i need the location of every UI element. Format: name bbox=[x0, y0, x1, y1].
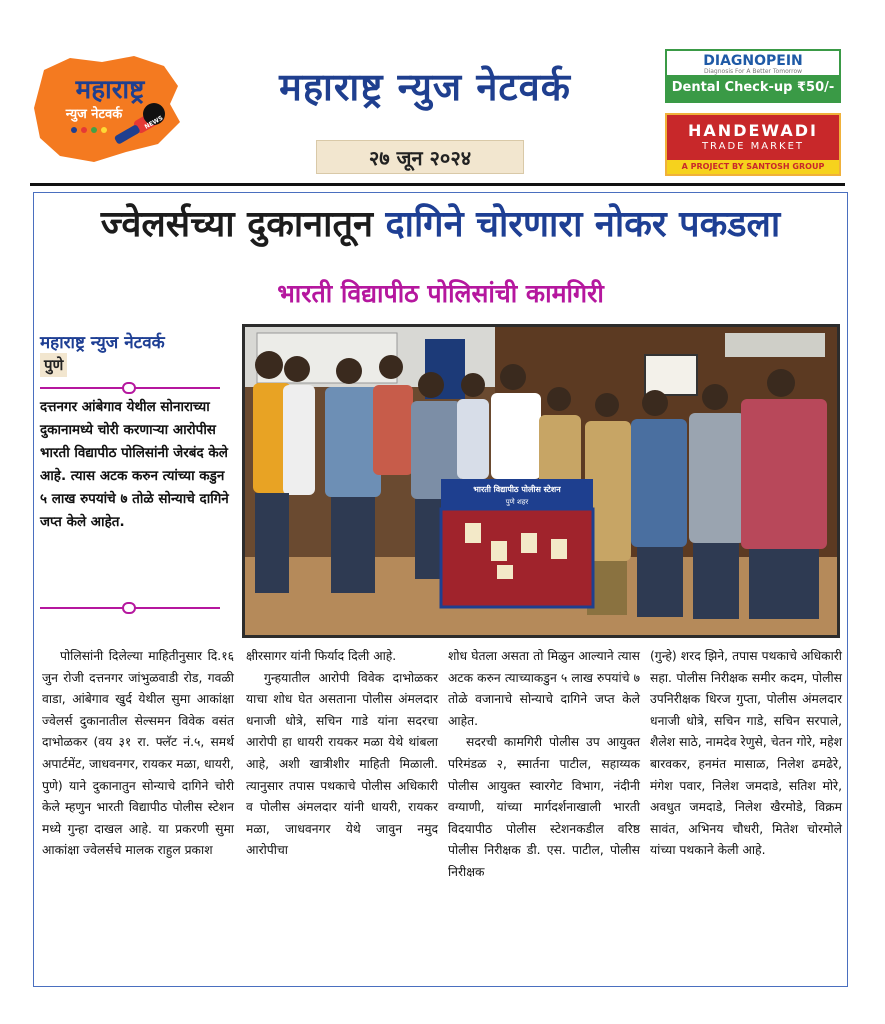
article-dateline: पुणे bbox=[40, 353, 67, 377]
article-photo bbox=[242, 324, 840, 638]
article-headline bbox=[38, 198, 843, 247]
article-byline: महाराष्ट्र न्युज नेटवर्क bbox=[40, 333, 165, 353]
headline-part2: दागिने चोरणारा नोकर पकडला bbox=[385, 204, 781, 245]
logo-dot bbox=[101, 127, 107, 133]
article-column-1 bbox=[42, 646, 234, 862]
masthead-logo bbox=[30, 52, 190, 172]
masthead-title: महाराष्ट्र न्युज नेटवर्क bbox=[279, 65, 571, 109]
article-column-4 bbox=[650, 646, 842, 862]
logo-line2: न्युज नेटवर्क bbox=[65, 107, 123, 122]
article-paragraph: शोध घेतला असता तो मिळुन आल्याने त्यास अटक करुन त्याच्याकडुन ५ लाख रुपयांचे ७ तोळे वजानाचे सोन्याचे दागिने जप्त केले आहेत. bbox=[448, 649, 640, 728]
ad-diagnopein-tagline: Diagnosis For A Better Tomorrow bbox=[703, 68, 803, 75]
ad-handewadi-footer: A PROJECT BY SANTOSH GROUP bbox=[667, 160, 839, 174]
ad-diagnopein-brand bbox=[667, 51, 839, 75]
evidence-display-board bbox=[441, 479, 593, 607]
article-lead: दत्तनगर आंबेगाव येथील सोनाराच्या दुकानामध्ये चोरी करणाऱ्या आरोपीस भारती विद्यापीठ पोलिसांनी जेरबंद केले आहे. त्यास अटक करुन त्यांच्या कडुन ५ लाख रुपयांचे ७ तोळे सोन्याचे दागिने जप्त केले आहेत. bbox=[40, 399, 229, 530]
article-paragraph: (गुन्हे) शरद झिने, तपास पथकाचे अधिकारी सहा. पोलीस निरीक्षक समीर कदम, पोलीस उपनिरीक्षक धिरज गुप्ता, पोलीस अंमलदार धनाजी धोत्रे, सचिन गाडे, सचिन सरपाले, शैलेश साठे, नामदेव रेणुसे, चेतन गोरे, महेश बारवकर, हनमंत मासाळ, निलेश ढमढेरे, मंगेश पवार, निलेश जमदाडे, सतिश मोरे, अवधुत जमदाडे, निलेश खैरमोडे, विक्रम सावंत, अभिनय चौधरी, मितेश चोरमोले यांच्या पथकाने केली आहे. bbox=[650, 649, 842, 858]
article-paragraph: क्षीरसागर यांनी फिर्याद दिली आहे. bbox=[246, 649, 397, 663]
logo-mic-label: NEWS bbox=[143, 114, 165, 131]
article-paragraph: सदरची कामगिरी पोलीस उप आयुक्त परिमंडळ २, स्मार्तना पाटील, सहाय्यक पोलीस आयुक्त स्वारगेट विभाग, नंदीनी वग्याणी, यांच्या मार्गदर्शनाखाली भारती विदयापीठ पोलीस स्टेशनकडील वरिष्ठ पोलीस निरीक्षक डी. एस. पाटील, पोलीस निरीक्षक bbox=[448, 735, 640, 879]
divider-ornament bbox=[40, 381, 220, 395]
ad-handewadi-title: HANDEWADI bbox=[688, 121, 818, 140]
masthead-rule bbox=[30, 183, 845, 186]
divider-ornament bbox=[40, 601, 220, 615]
article-paragraph: पोलिसांनी दिलेल्या माहितीनुसार दि.१६ जुन रोजी दत्तनगर जांभुळवाडी रोड, गवळी वाडा, आंबेगाव खुर्द येथील सुमा आकांक्षा ज्वेलर्स दुकानातील सेल्समन विवेक वसंत दाभोळकर (वय ३१ रा. फ्लॅट नं.५, समर्थ अपार्टमेंट, जाधवनगर, रायकर मळा, धायरी, पुणे) याने दुकानातुन सोन्याचे दागिने चोरी केले म्हणुन भारती विद्यापीठ पोलीस स्टेशन मध्ये गुन्हा दाखल आहे. या प्रकरणी सुमा आकांक्षा ज्वेलर्सचे मालक राहुल प्रकाश bbox=[42, 649, 234, 858]
photo-banner-line2: पुणे शहर bbox=[505, 498, 529, 506]
article-column-3 bbox=[448, 646, 640, 884]
logo-dot bbox=[81, 127, 87, 133]
photo-banner-line1: भारती विद्यापीठ पोलीस स्टेशन bbox=[473, 485, 561, 494]
ad-handewadi[interactable] bbox=[665, 113, 841, 176]
logo-line1: महाराष्ट्र bbox=[75, 75, 145, 105]
headline-part1: ज्वेलर्सच्या दुकानातून bbox=[100, 204, 373, 245]
ad-diagnopein-offer: Dental Check-up ₹50/- bbox=[667, 75, 839, 101]
ad-diagnopein-brand-name: DIAGNOPEIN bbox=[703, 53, 803, 69]
logo-dot bbox=[91, 127, 97, 133]
ad-handewadi-subtitle: TRADE MARKET bbox=[701, 141, 805, 152]
issue-date: २७ जून २०२४ bbox=[316, 140, 524, 174]
article-subheadline: भारती विद्यापीठ पोलिसांची कामगिरी bbox=[277, 279, 604, 308]
ad-diagnopein[interactable] bbox=[665, 49, 841, 103]
article-column-2 bbox=[246, 646, 438, 862]
logo-dot bbox=[71, 127, 77, 133]
article-paragraph: गुन्हयातील आरोपी विवेक दाभोळकर याचा शोध घेत असताना पोलीस अंमलदार धनाजी धोत्रे, सचिन गाडे यांना सदरचा आरोपी हा धायरी रायकर मळा येथे थांबला आहे, अशी खात्रीशीर माहिती मिळाली. त्यानुसार तपास पथकाचे पोलीस अधिकारी व पोलीस अंमलदार यांनी धायरी, रायकर मळा, जाधवनगर येथे जावुन नमुद आरोपीचा bbox=[246, 670, 438, 858]
